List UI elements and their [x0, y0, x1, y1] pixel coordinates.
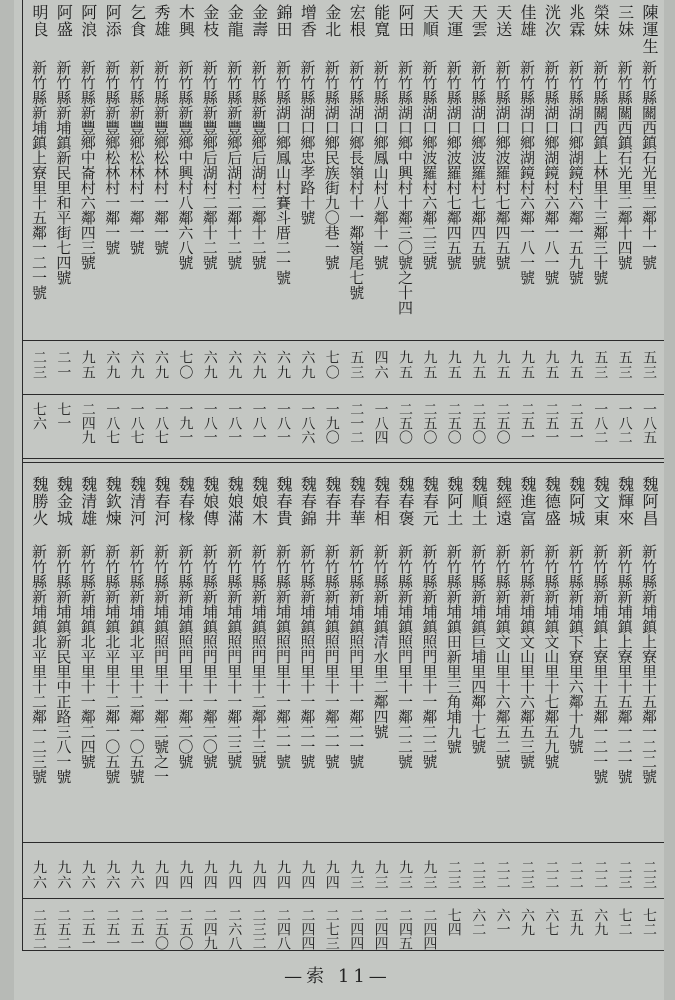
entry-number: 六二: [470, 908, 487, 936]
entry-name: 魏欽煉: [103, 476, 123, 527]
entry-name: 宏根: [347, 4, 367, 38]
entry-number: 二五一: [104, 908, 121, 950]
entry-code: 九四: [201, 860, 218, 890]
entry-address: 新竹縣新埔鎮文山里十六鄰五三號: [518, 544, 536, 769]
entry-number: 二五〇: [445, 402, 462, 444]
entry-address: 新竹縣新埔鎮照門里十二鄰十三號: [249, 544, 268, 769]
entry-address: 新竹縣關西鎮石光里二鄰十四號: [615, 60, 634, 270]
entry-number: 一八六: [299, 402, 316, 444]
entry-number: 二五〇: [421, 402, 438, 444]
entry-name: 魏娘傳: [200, 476, 220, 527]
entry-address: 新竹縣新埔鎮北平里十二鄰一〇五號: [127, 544, 146, 784]
horizontal-rule: [22, 842, 664, 843]
entry-address: 新竹縣湖口鄉鳳山村八鄰十一號: [371, 60, 390, 270]
entry-number: 二五二: [55, 908, 72, 950]
entry-name: 魏阿土: [444, 476, 464, 527]
entry-code: 九五: [543, 350, 560, 380]
entry-code: 九三: [372, 860, 389, 890]
entry-address: 新竹縣新埔鎮上寮里十五鄰一二一號: [615, 544, 634, 784]
entry-number: 一八五: [641, 402, 657, 444]
entry-address: 新竹縣新埔鎮照門里十一鄰二二號: [396, 544, 414, 769]
entry-number: 六九: [592, 908, 609, 936]
entry-code: 二二: [494, 860, 511, 890]
entry-address: 新竹縣湖口鄉波羅村七鄰四五號: [444, 60, 463, 270]
entry-address: 新竹縣新埔鎮文山里十六鄰五二號: [493, 544, 512, 769]
horizontal-rule: [22, 950, 664, 951]
entry-name: 魏春椽: [176, 476, 196, 527]
entry-code: 六九: [104, 350, 121, 380]
entry-address: 新竹縣新埔鎮上寮里十五鄰一二二號: [640, 544, 658, 784]
entry-code: 九四: [177, 860, 194, 890]
horizontal-rule: [22, 340, 664, 341]
entry-number: 一八七: [128, 402, 145, 444]
entry-name: 金龍: [225, 4, 245, 38]
entry-address: 新竹縣新埔鎮照門里十一鄰二一號: [274, 544, 292, 769]
entry-number: 二五〇: [470, 402, 487, 444]
entry-address: 新竹縣新豐鄉中崙村六鄰四三號: [78, 60, 97, 270]
entry-name: 魏春褒: [396, 476, 415, 527]
entry-name: 乞食: [127, 4, 147, 38]
entry-number: 二四四: [299, 908, 316, 950]
entry-number: 二四九: [79, 402, 96, 444]
entry-number: 二七三: [323, 908, 340, 950]
entry-number: 二五〇: [397, 402, 413, 444]
entry-code: 九四: [299, 860, 316, 890]
entry-code: 五三: [592, 350, 609, 380]
entry-name: 魏金城: [54, 476, 74, 527]
entry-number: 二五一: [519, 402, 535, 444]
entry-code: 五三: [616, 350, 633, 380]
entry-address: 新竹縣湖口鄉湖鏡村六鄰一八一號: [518, 60, 536, 285]
entry-name: 魏娘滿: [225, 476, 245, 527]
entry-name: 魏春相: [371, 476, 391, 527]
entry-number: 七六: [31, 402, 47, 430]
entry-name: 魏春貴: [274, 476, 293, 527]
entry-address: 新竹縣新豐鄉松林村一鄰一號: [103, 60, 122, 255]
entry-name: 天運: [444, 4, 464, 38]
entry-address: 新竹縣關西鎮石光里二鄰十一號: [640, 60, 658, 270]
entry-code: 九四: [153, 860, 169, 890]
entry-number: 二四四: [372, 908, 389, 950]
entry-address: 新竹縣新埔鎮照門里十一鄰二〇號: [176, 544, 195, 769]
entry-code: 九五: [470, 350, 487, 380]
horizontal-rule: [22, 462, 664, 463]
entry-address: 新竹縣湖口鄉長嶺村十一鄰嶺尾七號: [347, 60, 366, 300]
entry-code: 六九: [128, 350, 145, 380]
entry-code: 六九: [250, 350, 267, 380]
entry-address: 新竹縣新豐鄉中興村八鄰六八號: [176, 60, 195, 270]
entry-name: 魏春華: [347, 476, 367, 527]
entry-code: 九六: [104, 860, 121, 890]
entry-number: 一八四: [372, 402, 389, 444]
entry-address: 新竹縣湖口鄉中興村十鄰三〇號之十四: [396, 60, 414, 315]
entry-number: 一八一: [201, 402, 218, 444]
entry-code: 二二: [543, 860, 560, 890]
entry-address: 新竹縣湖口鄉鳳山村賽斗厝二一號: [274, 60, 292, 285]
page-footer: —索 11—: [284, 966, 391, 987]
entry-name: 魏春河: [152, 476, 171, 527]
entry-code: 九五: [445, 350, 462, 380]
entry-address: 新竹縣新豐鄉后湖村二鄰十二號: [225, 60, 244, 270]
entry-address: 新竹縣新埔鎮照門里十一鄰二三號: [225, 544, 244, 769]
entry-name: 魏清河: [127, 476, 147, 527]
entry-address: 新竹縣新埔鎮上寮里十五鄰一二一號: [30, 60, 48, 300]
entry-name: 增香: [298, 4, 318, 38]
entry-code: 九五: [519, 350, 535, 380]
entry-name: 金北: [322, 4, 342, 38]
entry-number: 二四八: [275, 908, 291, 950]
entry-name: 能寬: [371, 4, 391, 38]
horizontal-rule: [22, 394, 664, 395]
entry-name: 阿盛: [54, 4, 74, 38]
entry-address: 新竹縣新埔鎮照門里十一鄰二一號: [298, 544, 317, 769]
entry-number: 二四四: [421, 908, 438, 950]
entry-number: 一八二: [616, 402, 633, 444]
entry-number: 二四九: [201, 908, 218, 950]
entry-name: 木興: [176, 4, 196, 38]
entry-address: 新竹縣新豐鄉松林村一鄰一號: [152, 60, 170, 255]
entry-number: 二五二: [31, 908, 47, 950]
entry-number: 七四: [445, 908, 462, 936]
entry-name: 阿浪: [78, 4, 98, 38]
entry-number: 二五〇: [494, 402, 511, 444]
entry-name: 洸次: [542, 4, 562, 38]
entry-code: 二三: [445, 860, 462, 890]
entry-address: 新竹縣新埔鎮北平里十二鄰一二三號: [30, 544, 48, 784]
entry-name: 魏文東: [591, 476, 611, 527]
horizontal-rule: [22, 458, 664, 459]
entry-name: 明良: [30, 4, 49, 38]
entry-number: 一九一: [177, 402, 194, 444]
entry-name: 魏經遠: [493, 476, 513, 527]
entry-code: 九四: [250, 860, 267, 890]
entry-code: 七〇: [323, 350, 340, 380]
entry-address: 新竹縣湖口鄉波羅村六鄰二三號: [420, 60, 439, 270]
entry-code: 九六: [128, 860, 145, 890]
entry-number: 一八七: [153, 402, 169, 444]
entry-code: 九五: [494, 350, 511, 380]
entry-code: 九三: [397, 860, 413, 890]
entry-name: 佳雄: [518, 4, 537, 38]
entry-code: 九六: [31, 860, 47, 890]
entry-code: 九五: [397, 350, 413, 380]
entry-code: 六九: [299, 350, 316, 380]
entry-code: 二三: [616, 860, 633, 890]
entry-code: 二二: [592, 860, 609, 890]
entry-name: 魏勝火: [30, 476, 49, 527]
index-page: [14, 0, 664, 1000]
entry-address: 新竹縣新埔鎮清水里二鄰四號: [371, 544, 390, 739]
entry-address: 新竹縣新埔鎮北平里十二鄰一〇五號: [103, 544, 122, 784]
entry-address: 新竹縣新埔鎮新民里和平街七四號: [54, 60, 73, 285]
entry-code: 七〇: [177, 350, 194, 380]
entry-name: 阿田: [396, 4, 415, 38]
entry-name: 魏阿昌: [640, 476, 659, 527]
entry-address: 新竹縣新埔鎮上寮里十五鄰一二一號: [591, 544, 610, 784]
entry-address: 新竹縣湖口鄉波羅村七鄰四五號: [469, 60, 488, 270]
entry-code: 五三: [641, 350, 657, 380]
entry-address: 新竹縣關西鎮上林里十三鄰三十號: [591, 60, 610, 285]
entry-code: 九四: [275, 860, 291, 890]
entry-code: 二三: [641, 860, 657, 890]
entry-name: 榮妹: [591, 4, 611, 38]
entry-number: 一八七: [104, 402, 121, 444]
entry-code: 九六: [79, 860, 96, 890]
entry-address: 新竹縣新埔鎮巨埔里四鄰十七號: [469, 544, 488, 754]
entry-address: 新竹縣湖口鄉波羅村七鄰四五號: [493, 60, 512, 270]
entry-code: 六九: [275, 350, 291, 380]
entry-number: 二一二: [348, 402, 365, 444]
entry-code: 二三: [470, 860, 487, 890]
entry-name: 陳運生: [640, 4, 659, 55]
entry-number: 六七: [543, 908, 560, 936]
entry-address: 新竹縣新埔鎮北平里十一鄰二四號: [78, 544, 97, 769]
entry-name: 魏輝來: [615, 476, 635, 527]
entry-code: 九五: [421, 350, 438, 380]
entry-number: 一九〇: [323, 402, 340, 444]
entry-number: 一八一: [275, 402, 291, 444]
entry-address: 新竹縣新豐鄉松林村一鄰一號: [127, 60, 146, 255]
entry-number: 二五〇: [153, 908, 169, 950]
entry-address: 新竹縣新豐鄉后湖村二鄰十二號: [249, 60, 268, 270]
entry-address: 新竹縣湖口鄉忠孝路十號: [298, 60, 317, 225]
entry-code: 二一: [55, 350, 72, 380]
entry-number: 六九: [519, 908, 535, 936]
entry-number: 二四五: [397, 908, 413, 950]
entry-code: 六九: [226, 350, 243, 380]
entry-number: 二六八: [226, 908, 243, 950]
entry-name: 天雲: [469, 4, 489, 38]
entry-code: 九三: [421, 860, 438, 890]
entry-name: 魏娘木: [249, 476, 269, 527]
entry-address: 新竹縣新埔鎮照門里十一鄰二一號: [322, 544, 341, 769]
entry-name: 魏德盛: [542, 476, 562, 527]
entry-code: 五三: [348, 350, 365, 380]
entry-number: 二四四: [348, 908, 365, 950]
entry-number: 七二: [641, 908, 657, 936]
entry-name: 兆霖: [566, 4, 586, 38]
entry-number: 二五〇: [177, 908, 194, 950]
entry-name: 魏順土: [469, 476, 489, 527]
horizontal-rule: [22, 898, 664, 899]
entry-name: 魏春錦: [298, 476, 318, 527]
entry-code: 九四: [226, 860, 243, 890]
entry-code: 二三: [519, 860, 535, 890]
entry-name: 魏春元: [420, 476, 440, 527]
entry-code: 九五: [79, 350, 96, 380]
entry-address: 新竹縣新埔鎮照門里十一鄰二〇號: [200, 544, 219, 769]
entry-number: 一八二: [592, 402, 609, 444]
entry-code: 九四: [323, 860, 340, 890]
entry-number: 七一: [55, 402, 72, 430]
entry-number: 二五一: [567, 402, 584, 444]
entry-name: 阿添: [103, 4, 123, 38]
entry-number: 二五一: [79, 908, 96, 950]
entry-address: 新竹縣新埔鎮照門里十一鄰二二號: [420, 544, 439, 769]
entry-address: 新竹縣新埔鎮照門里十一鄰二號之一: [152, 544, 170, 784]
entry-name: 金枝: [200, 4, 220, 38]
entry-name: 三妹: [615, 4, 635, 38]
entry-code: 二三: [31, 350, 47, 380]
entry-code: 四六: [372, 350, 389, 380]
vertical-rule: [22, 0, 23, 950]
entry-address: 新竹縣湖口鄉湖鏡村六鄰一五九號: [566, 60, 585, 285]
entry-name: 秀雄: [152, 4, 171, 38]
entry-name: 魏春井: [322, 476, 342, 527]
entry-number: 二五一: [543, 402, 560, 444]
entry-code: 九三: [348, 860, 365, 890]
entry-code: 九五: [567, 350, 584, 380]
entry-address: 新竹縣湖口鄉湖鏡村六鄰一八一號: [542, 60, 561, 285]
entry-code: 六九: [153, 350, 169, 380]
entry-code: 二二: [567, 860, 584, 890]
entry-address: 新竹縣新埔鎮文山里十七鄰五九號: [542, 544, 561, 769]
entry-number: 一八一: [250, 402, 267, 444]
entry-number: 一八一: [226, 402, 243, 444]
entry-address: 新竹縣湖口鄉民族街九〇巷一號: [322, 60, 341, 270]
entry-name: 魏阿城: [566, 476, 586, 527]
entry-number: 二五一: [128, 908, 145, 950]
entry-address: 新竹縣新埔鎮田新里三角埔九號: [444, 544, 463, 754]
entry-name: 金壽: [249, 4, 269, 38]
entry-address: 新竹縣新埔鎮新民里中正路三八一號: [54, 544, 73, 784]
entry-address: 新竹縣新埔鎮照門里十一鄰二一號: [347, 544, 366, 769]
entry-number: 五九: [567, 908, 584, 936]
entry-name: 魏進富: [518, 476, 537, 527]
entry-code: 六九: [201, 350, 218, 380]
entry-number: 六一: [494, 908, 511, 936]
entry-address: 新竹縣新埔鎮下寮里六鄰十九號: [566, 544, 585, 754]
entry-address: 新竹縣新豐鄉后湖村二鄰十二號: [200, 60, 219, 270]
entry-number: 七二: [616, 908, 633, 936]
entry-name: 天送: [493, 4, 513, 38]
entry-code: 九六: [55, 860, 72, 890]
entry-name: 魏清雄: [78, 476, 98, 527]
entry-name: 錦田: [274, 4, 293, 38]
entry-number: 二三二: [250, 908, 267, 950]
entry-name: 天順: [420, 4, 440, 38]
